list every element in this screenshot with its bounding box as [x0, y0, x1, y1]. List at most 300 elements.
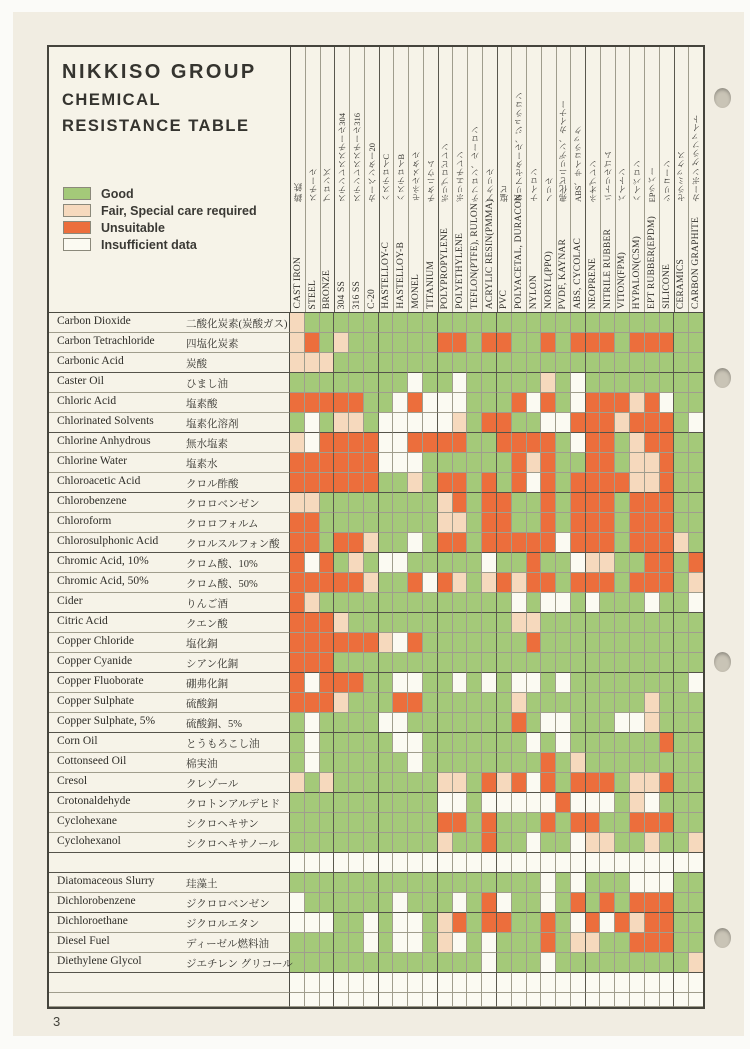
grid-cell — [674, 953, 689, 973]
grid-cell — [571, 613, 586, 633]
grid-cell — [334, 513, 349, 533]
grid-cell — [512, 753, 527, 773]
grid-cell — [290, 313, 305, 333]
grid-cell — [645, 773, 660, 793]
grid-cell — [438, 953, 453, 973]
grid-cell — [571, 893, 586, 913]
column-header-ja: シリコーン — [661, 159, 672, 202]
grid-cell — [689, 373, 703, 393]
table-row — [49, 693, 703, 713]
legend-label: Insufficient data — [101, 237, 197, 252]
grid-cell — [674, 913, 689, 933]
grid-cell — [393, 553, 408, 573]
row-label-en: Copper Chloride — [57, 635, 134, 647]
row-label-en: Chlorinated Solvents — [57, 415, 154, 427]
grid-cell — [364, 613, 379, 633]
grid-cell — [660, 853, 675, 873]
grid-cell — [497, 793, 512, 813]
table-row — [49, 733, 703, 753]
column-header-en: HASTELLOY-B — [396, 242, 407, 309]
row-label-ja: ジエチレン グリコール — [186, 959, 293, 970]
grid-cell — [630, 793, 645, 813]
grid-cell — [674, 313, 689, 333]
row-label — [49, 773, 290, 793]
row-label-en: Copper Cyanide — [57, 655, 133, 667]
grid-cell — [556, 433, 571, 453]
grid-cell — [527, 473, 542, 493]
grid-cell — [453, 773, 468, 793]
grid-cell — [379, 553, 394, 573]
grid-cell — [660, 873, 675, 893]
grid-cell — [364, 653, 379, 673]
grid-cell — [349, 833, 364, 853]
grid-cell — [482, 413, 497, 433]
grid-cell — [674, 773, 689, 793]
grid-cell — [349, 673, 364, 693]
grid-cell — [541, 453, 556, 473]
grid-cell — [630, 653, 645, 673]
grid-cell — [393, 693, 408, 713]
grid-cell — [527, 893, 542, 913]
grid-cell — [541, 353, 556, 373]
grid-cell — [408, 333, 423, 353]
grid-cell — [349, 433, 364, 453]
grid-cell — [290, 853, 305, 873]
grid-cell — [334, 333, 349, 353]
grid-cell — [379, 773, 394, 793]
grid-cell — [600, 433, 615, 453]
grid-cell — [689, 613, 703, 633]
grid-cell — [453, 553, 468, 573]
grid-cell — [453, 793, 468, 813]
grid-cell — [349, 613, 364, 633]
grid-cell — [600, 793, 615, 813]
row-label-en: Citric Acid — [57, 615, 108, 627]
grid-cell — [645, 353, 660, 373]
grid-cell — [571, 313, 586, 333]
row-label — [49, 533, 290, 553]
grid-cell — [674, 713, 689, 733]
grid-cell — [689, 333, 703, 353]
grid-cell — [467, 853, 482, 873]
grid-cell — [630, 473, 645, 493]
grid-cell — [497, 933, 512, 953]
grid-cell — [408, 773, 423, 793]
grid-cell — [320, 773, 335, 793]
grid-cell — [482, 533, 497, 553]
row-label-en: Cottonseed Oil — [57, 755, 127, 767]
grid-cell — [320, 493, 335, 513]
grid-cell — [408, 553, 423, 573]
grid-cell — [305, 853, 320, 873]
column-header — [321, 47, 336, 312]
grid-cell — [453, 953, 468, 973]
grid-cell — [334, 453, 349, 473]
grid-cell — [379, 953, 394, 973]
grid-cell — [393, 473, 408, 493]
grid-cell — [438, 473, 453, 493]
grid-cell — [349, 693, 364, 713]
grid-cell — [379, 693, 394, 713]
grid-cell — [541, 933, 556, 953]
grid-cell — [630, 453, 645, 473]
table-row — [49, 313, 703, 333]
grid-cell — [674, 553, 689, 573]
column-header-en: PVDF, KAYNAR — [558, 238, 569, 309]
grid-cell — [689, 633, 703, 653]
grid-cell — [423, 533, 438, 553]
grid-cell — [334, 773, 349, 793]
grid-cell — [645, 633, 660, 653]
grid-cell — [320, 953, 335, 973]
grid-cell — [645, 793, 660, 813]
grid-cell — [541, 973, 556, 993]
column-header-ja: ブロンズ — [322, 168, 333, 202]
grid-cell — [586, 573, 601, 593]
grid-cell — [290, 873, 305, 893]
column-header — [483, 47, 498, 312]
grid-cell — [497, 533, 512, 553]
grid-cell — [615, 853, 630, 873]
grid-cell — [393, 653, 408, 673]
grid-cell — [586, 833, 601, 853]
grid-cell — [660, 713, 675, 733]
row-label — [49, 553, 290, 573]
grid-cell — [305, 593, 320, 613]
grid-cell — [689, 753, 703, 773]
grid-cell — [571, 733, 586, 753]
grid-cell — [689, 713, 703, 733]
grid-cell — [408, 533, 423, 553]
grid-cell — [600, 653, 615, 673]
grid-cell — [660, 893, 675, 913]
grid-cell — [630, 513, 645, 533]
grid-cell — [290, 593, 305, 613]
grid-cell — [320, 633, 335, 653]
grid-cell — [645, 813, 660, 833]
grid-cell — [586, 693, 601, 713]
column-header-ja: テフロン、ルーロン — [469, 125, 480, 202]
grid-cell — [497, 313, 512, 333]
row-label-ja: クレゾール — [186, 779, 239, 790]
grid-cell — [512, 433, 527, 453]
grid-cell — [334, 993, 349, 1007]
grid-cell — [527, 753, 542, 773]
grid-cell — [689, 693, 703, 713]
grid-cell — [408, 593, 423, 613]
grid-cell — [290, 473, 305, 493]
grid-cell — [423, 753, 438, 773]
grid-cell — [438, 873, 453, 893]
grid-cell — [512, 613, 527, 633]
grid-cell — [586, 393, 601, 413]
row-label — [49, 753, 290, 773]
grid-cell — [645, 313, 660, 333]
grid-cell — [438, 933, 453, 953]
grid-cell — [320, 433, 335, 453]
grid-cell — [556, 373, 571, 393]
grid-cell — [660, 653, 675, 673]
grid-cell — [349, 493, 364, 513]
row-label-ja: 硫酸銅 — [186, 699, 218, 710]
row-label-ja: 棉実油 — [186, 759, 218, 770]
grid-cell — [497, 953, 512, 973]
grid-cell — [630, 633, 645, 653]
grid-cell — [630, 693, 645, 713]
grid-cell — [467, 993, 482, 1007]
table-row — [49, 833, 703, 853]
grid-cell — [556, 453, 571, 473]
grid-cell — [674, 393, 689, 413]
grid-cell — [364, 973, 379, 993]
grid-cell — [660, 833, 675, 853]
grid-cell — [467, 313, 482, 333]
grid-cell — [349, 593, 364, 613]
grid-cell — [320, 713, 335, 733]
row-label-ja: 塩素水 — [186, 459, 218, 470]
grid-cell — [527, 493, 542, 513]
grid-cell — [467, 333, 482, 353]
grid-cell — [482, 453, 497, 473]
column-header — [512, 47, 527, 312]
grid-cell — [467, 353, 482, 373]
grid-cell — [645, 413, 660, 433]
grid-cell — [453, 613, 468, 633]
row-label-ja: クロトンアルデヒド — [186, 799, 281, 810]
table-row — [49, 873, 703, 893]
grid-cell — [320, 973, 335, 993]
grid-cell — [600, 493, 615, 513]
grid-cell — [482, 473, 497, 493]
table-row — [49, 473, 703, 493]
column-header-en: CERAMICS — [676, 258, 687, 309]
grid-cell — [689, 833, 703, 853]
grid-cell — [556, 833, 571, 853]
grid-cell — [364, 353, 379, 373]
grid-cell — [600, 953, 615, 973]
grid-cell — [408, 753, 423, 773]
grid-cell — [423, 733, 438, 753]
grid-cell — [320, 733, 335, 753]
table-row — [49, 593, 703, 613]
grid-cell — [556, 733, 571, 753]
column-header — [660, 47, 675, 312]
grid-cell — [527, 653, 542, 673]
grid-cell — [393, 513, 408, 533]
grid-cell — [630, 353, 645, 373]
grid-cell — [512, 493, 527, 513]
row-label-en: Chromic Acid, 50% — [57, 575, 149, 587]
grid-cell — [482, 753, 497, 773]
grid-cell — [497, 753, 512, 773]
row-label-en: Diesel Fuel — [57, 935, 110, 947]
grid-cell — [438, 493, 453, 513]
grid-cell — [689, 793, 703, 813]
grid-cell — [423, 933, 438, 953]
grid-cell — [689, 873, 703, 893]
row-label-en: Chlorobenzene — [57, 495, 127, 507]
grid-cell — [290, 353, 305, 373]
binder-hole — [714, 88, 731, 108]
grid-cell — [556, 393, 571, 413]
grid-cell — [556, 893, 571, 913]
grid-cell — [541, 633, 556, 653]
grid-cell — [556, 713, 571, 733]
grid-cell — [660, 953, 675, 973]
grid-cell — [305, 613, 320, 633]
grid-cell — [290, 533, 305, 553]
grid-cell — [556, 813, 571, 833]
grid-cell — [393, 933, 408, 953]
grid-cell — [364, 753, 379, 773]
grid-cell — [512, 593, 527, 613]
column-header — [365, 47, 380, 312]
column-header-en: NORYL(PPO) — [543, 251, 554, 309]
grid-cell — [334, 573, 349, 593]
grid-cell — [334, 473, 349, 493]
grid-cell — [541, 653, 556, 673]
grid-cell — [660, 333, 675, 353]
grid-cell — [571, 453, 586, 473]
grid-cell — [379, 373, 394, 393]
grid-cell — [615, 953, 630, 973]
binder-hole — [714, 928, 731, 948]
row-label-en: Carbon Tetrachloride — [57, 335, 155, 347]
grid-cell — [334, 953, 349, 973]
row-label-en: Crotonaldehyde — [57, 795, 131, 807]
grid-cell — [467, 773, 482, 793]
grid-cell — [467, 733, 482, 753]
grid-cell — [527, 733, 542, 753]
grid-cell — [600, 393, 615, 413]
grid-cell — [541, 953, 556, 973]
grid-cell — [571, 413, 586, 433]
grid-cell — [379, 473, 394, 493]
grid-cell — [512, 773, 527, 793]
grid-cell — [630, 913, 645, 933]
grid-cell — [408, 513, 423, 533]
grid-cell — [379, 433, 394, 453]
grid-cell — [527, 433, 542, 453]
grid-cell — [393, 633, 408, 653]
grid-cell — [586, 993, 601, 1007]
column-header — [291, 47, 306, 312]
grid-cell — [600, 933, 615, 953]
grid-cell — [497, 373, 512, 393]
column-header-en: EPT RUBBER(EPDM) — [646, 215, 657, 309]
grid-cell — [408, 673, 423, 693]
grid-cell — [586, 953, 601, 973]
grid-cell — [438, 393, 453, 413]
legend-swatch — [63, 204, 91, 217]
grid-cell — [674, 573, 689, 593]
column-header-ja: ポリアセタール、ジュラコン — [514, 91, 525, 202]
scan-margin-right — [744, 0, 750, 1049]
grid-cell — [364, 373, 379, 393]
grid-cell — [305, 353, 320, 373]
row-label-en: Copper Sulphate — [57, 695, 134, 707]
grid-cell — [541, 553, 556, 573]
grid-cell — [556, 993, 571, 1007]
grid-cell — [512, 453, 527, 473]
grid-cell — [379, 893, 394, 913]
title-block — [62, 61, 257, 136]
grid-cell — [586, 713, 601, 733]
grid-cell — [674, 653, 689, 673]
grid-cell — [630, 713, 645, 733]
grid-cell — [571, 533, 586, 553]
row-label-ja: 塩素酸 — [186, 399, 218, 410]
grid-cell — [423, 413, 438, 433]
grid-cell — [438, 793, 453, 813]
grid-cell — [571, 873, 586, 893]
grid-cell — [674, 533, 689, 553]
grid-cell — [571, 353, 586, 373]
grid-cell — [305, 873, 320, 893]
column-header — [586, 47, 601, 312]
grid-cell — [586, 553, 601, 573]
grid-cell — [290, 673, 305, 693]
grid-cell — [615, 613, 630, 633]
grid-cell — [467, 373, 482, 393]
grid-cell — [305, 513, 320, 533]
grid-cell — [290, 993, 305, 1007]
grid-cell — [423, 993, 438, 1007]
row-label — [49, 513, 290, 533]
grid-cell — [349, 473, 364, 493]
grid-cell — [660, 313, 675, 333]
column-header — [335, 47, 350, 312]
column-header — [453, 47, 468, 312]
grid-cell — [482, 613, 497, 633]
grid-cell — [290, 633, 305, 653]
row-label-ja: 二酸化炭素(炭酸ガス) — [186, 319, 288, 330]
grid-cell — [349, 653, 364, 673]
grid-cell — [467, 713, 482, 733]
grid-cell — [349, 513, 364, 533]
grid-cell — [379, 513, 394, 533]
column-header-en: HYPALON(CSM) — [632, 235, 643, 309]
grid-cell — [393, 853, 408, 873]
grid-cell — [674, 333, 689, 353]
row-label-ja: 四塩化炭素 — [186, 339, 239, 350]
grid-cell — [364, 413, 379, 433]
grid-cell — [600, 873, 615, 893]
grid-cell — [290, 653, 305, 673]
grid-cell — [512, 333, 527, 353]
grid-cell — [408, 793, 423, 813]
grid-cell — [556, 593, 571, 613]
grid-cell — [393, 313, 408, 333]
grid-cell — [305, 433, 320, 453]
grid-cell — [334, 393, 349, 413]
grid-cell — [364, 533, 379, 553]
grid-cell — [423, 353, 438, 373]
grid-cell — [320, 593, 335, 613]
grid-cell — [364, 453, 379, 473]
grid-cell — [586, 773, 601, 793]
grid-cell — [334, 493, 349, 513]
table-row — [49, 453, 703, 473]
grid-cell — [645, 913, 660, 933]
grid-cell — [467, 453, 482, 473]
row-label — [49, 833, 290, 853]
grid-cell — [423, 693, 438, 713]
grid-cell — [527, 993, 542, 1007]
grid-cell — [290, 813, 305, 833]
grid-cell — [541, 413, 556, 433]
grid-cell — [541, 373, 556, 393]
